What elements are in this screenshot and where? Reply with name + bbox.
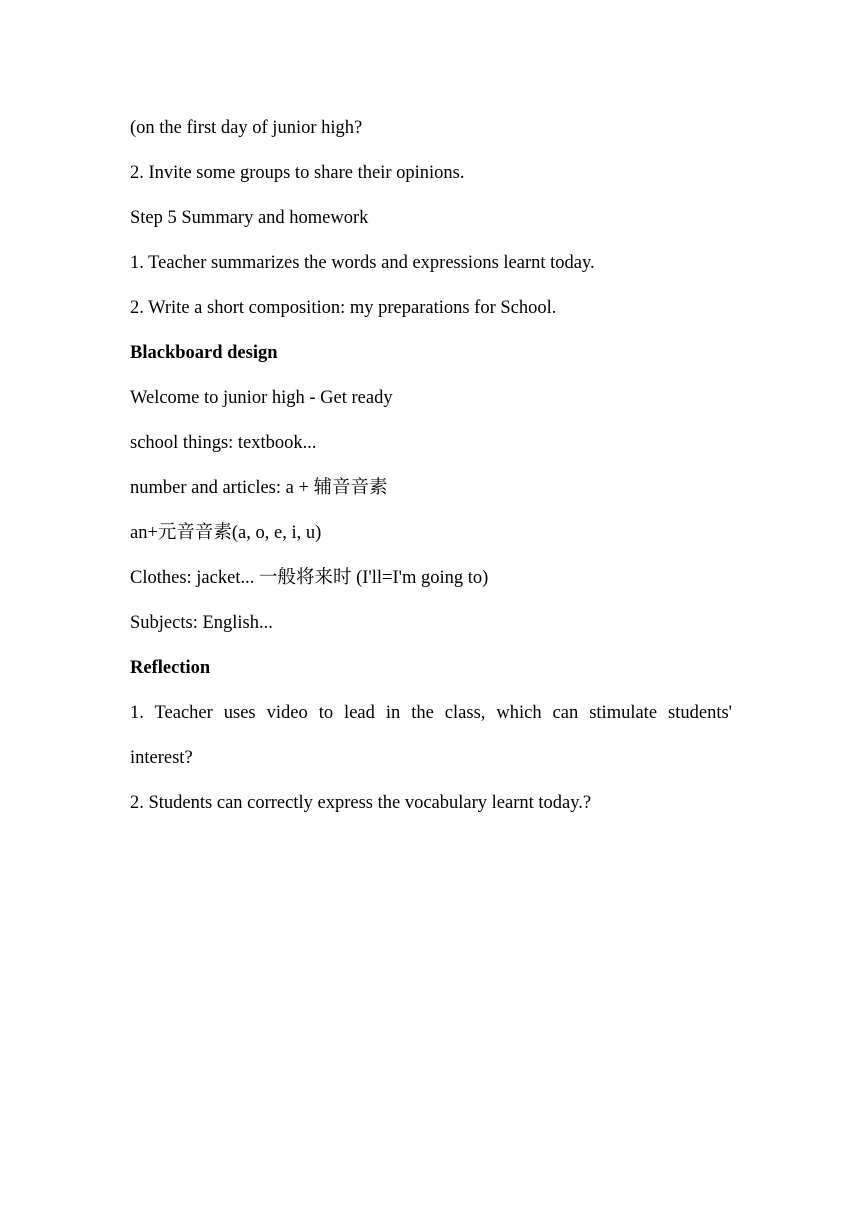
text-line: an+元音音素(a, o, e, i, u) (130, 523, 322, 543)
blackboard-design-heading: Blackboard design (130, 343, 278, 363)
text-line: 1. Teacher uses video to lead in the class, which can stimulate students' (130, 703, 732, 723)
text-line: Subjects: English... (130, 613, 273, 633)
text-line: Clothes: jacket... 一般将来时 (I'll=I'm going to) (130, 568, 489, 588)
document-body (130, 114, 732, 834)
text-line: school things: textbook... (130, 433, 317, 453)
text-line: (on the first day of junior high? (130, 118, 363, 138)
text-line: Welcome to junior high - Get ready (130, 388, 393, 408)
text-line: 2. Students can correctly express the vocabulary learnt today.? (130, 793, 592, 813)
reflection-heading: Reflection (130, 658, 211, 678)
text-line: number and articles: a + 辅音音素 (130, 478, 388, 498)
text-line: 1. Teacher summarizes the words and expressions learnt today. (130, 253, 595, 273)
section-heading: Step 5 Summary and homework (130, 208, 369, 228)
text-line: interest? (130, 748, 193, 768)
text-line: 2. Invite some groups to share their opinions. (130, 163, 465, 183)
text-line: 2. Write a short composition: my preparations for School. (130, 298, 557, 318)
